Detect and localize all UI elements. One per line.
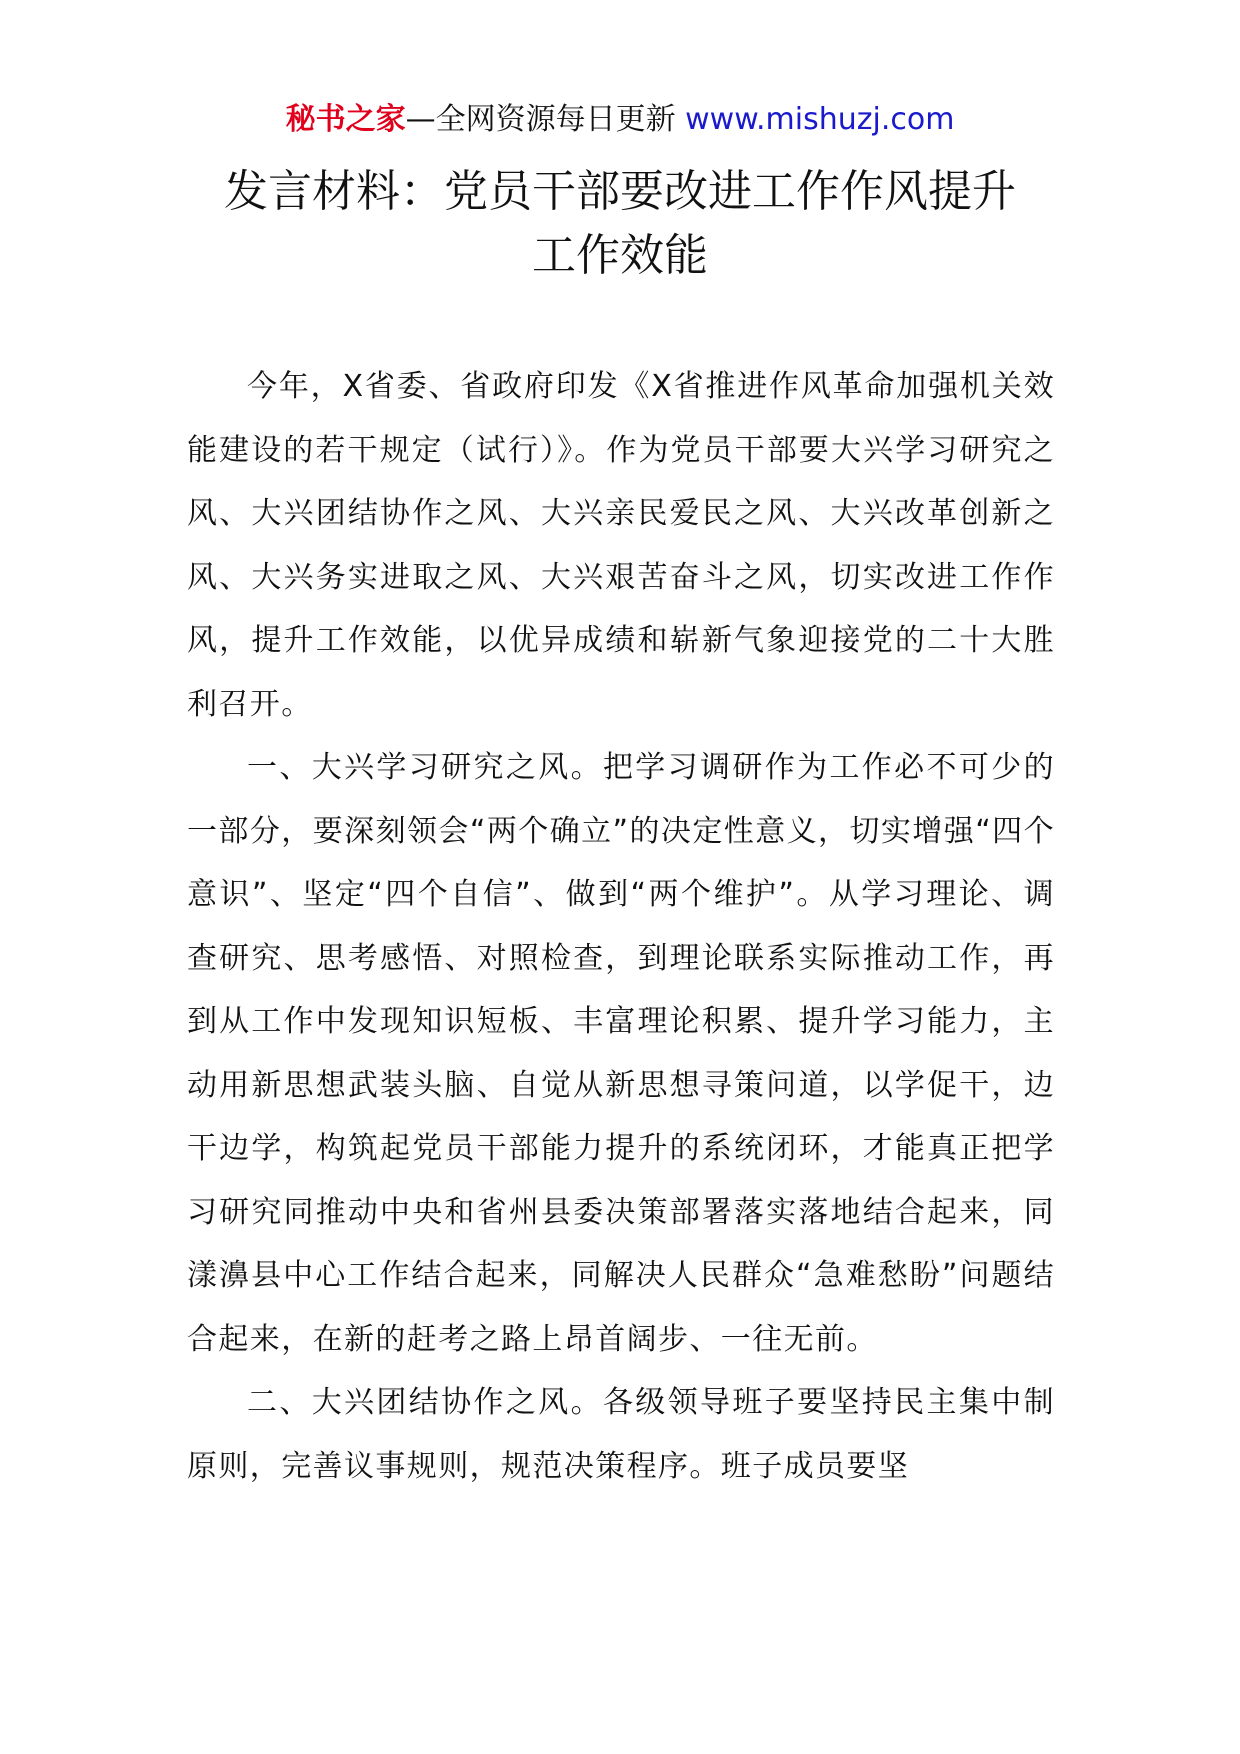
banner-tagline: —全网资源每日更新 [405, 102, 676, 137]
document-title [150, 160, 1090, 288]
site-url-link[interactable]: www.mishuzj.com [685, 102, 955, 137]
paragraph-section-1: 一、大兴学习研究之风。把学习调研作为工作必不可少的一部分，要深刻领会“两个确立”的决定性意义，切实增强“四个意识”、坚定“四个自信”、做到“两个维护”。从学习理论、调查研究、思考感悟、对照检查，到理论联系实际推动工作，再到从工作中发现知识短板、丰富理论积累、提升学习能力，主动用新思想武装头脑、自觉从新思想寻策问道，以学促干，边干边学，构筑起党员干部能力提升的系统闭环，才能真正把学习研究同推动中央和省州县委决策部署落实落地结合起来，同漾濞县中心工作结合起来，同解决人民群众“急难愁盼”问题结合起来，在新的赶考之路上昂首阔步、一往无前。 [187, 750, 1055, 1357]
document-body [187, 355, 1055, 1498]
brand-name: 秘书之家 [285, 102, 406, 137]
document-title-line-2: 工作效能 [532, 230, 708, 281]
site-banner [0, 100, 1240, 140]
document-title-line-1: 发言材料：党员干部要改进工作作风提升 [224, 166, 1016, 217]
paragraph-section-2: 二、大兴团结协作之风。各级领导班子要坚持民主集中制原则，完善议事规则，规范决策程序。班子成员要坚 [187, 1385, 1055, 1484]
paragraph-intro: 今年，X省委、省政府印发《X省推进作风革命加强机关效能建设的若干规定（试行）》。作为党员干部要大兴学习研究之风、大兴团结协作之风、大兴亲民爱民之风、大兴改革创新之风、大兴务实进取之风、大兴艰苦奋斗之风，切实改进工作作风，提升工作效能，以优异成绩和崭新气象迎接党的二十大胜利召开。 [187, 369, 1055, 722]
